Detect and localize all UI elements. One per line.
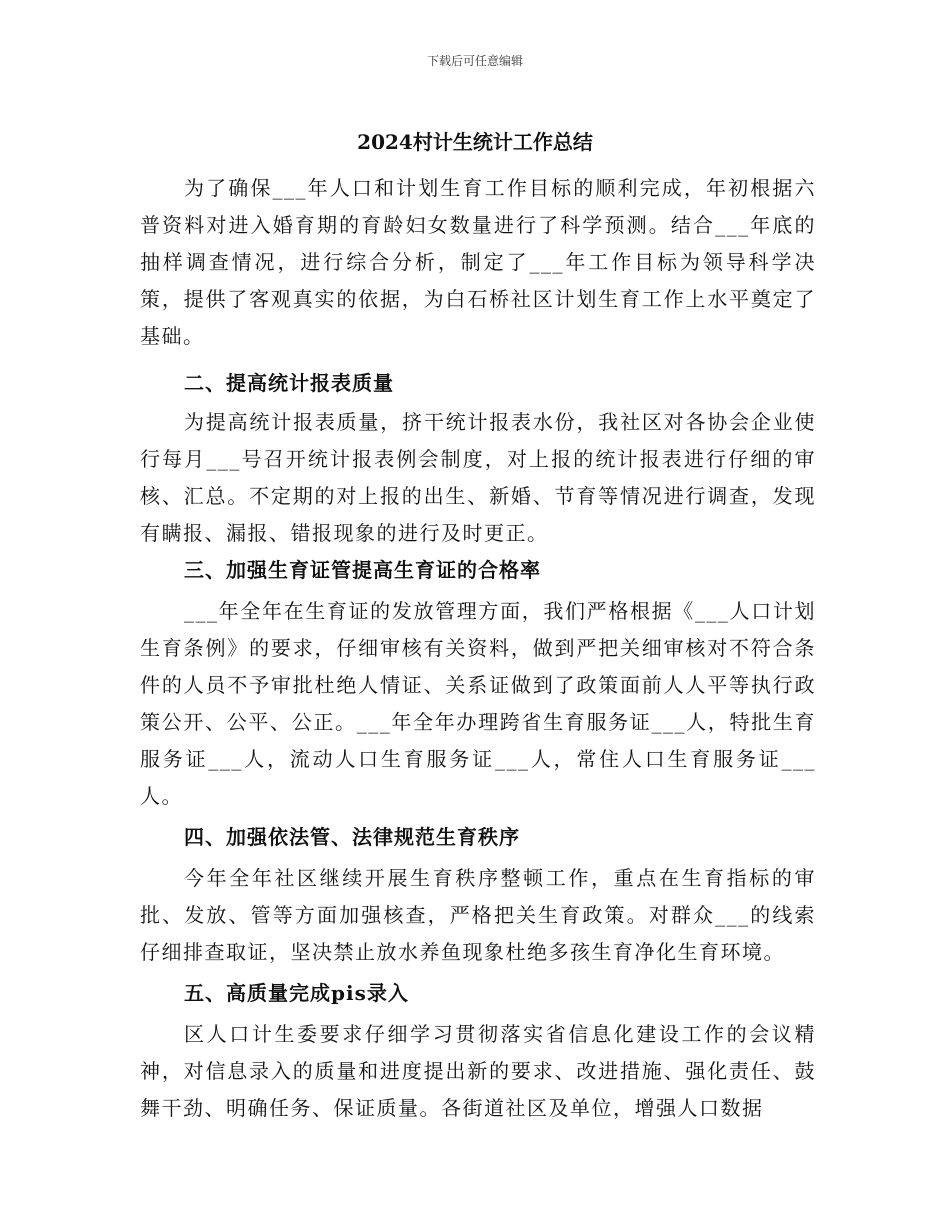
section-3-paragraph: ___年全年在生育证的发放管理方面，我们严格根据《___人口计划生育条例》的要求，仔细审核有关资料，做到严把关细审核对不符合条件的人员不予审批杜绝人情证、关系证做到了政策面前人人平等执行政策公开、公平、公正。___年全年办理跨省生育服务证___人，特批生育服务证___人，流动人口生育服务证___人，常住人口生育服务证___人。 (140, 599, 816, 808)
section-2-paragraph: 为提高统计报表质量，挤干统计报表水份，我社区对各协会企业使行每月___号召开统计报表例会制度，对上报的统计报表进行仔细的审核、汇总。不定期的对上报的出生、新婚、节育等情况进行调查，发现有瞒报、漏报、错报现象的进行及时更正。 (140, 410, 816, 545)
intro-paragraph: 为了确保___年人口和计划生育工作目标的顺利完成，年初根据六普资料对进入婚育期的育龄妇女数量进行了科学预测。结合___年底的抽样调查情况，进行综合分析，制定了___年工作目标为领导科学决策，提供了客观真实的依据，为白石桥社区计划生育工作上水平奠定了基础。 (140, 176, 816, 348)
document-body (140, 170, 816, 1127)
page-header-note: 下载后可任意编辑 (426, 54, 523, 68)
section-5-heading: 五、高质量完成pis录入 (184, 981, 409, 1005)
document-title: 2024村计生统计工作总结 (357, 130, 593, 154)
section-2-heading: 二、提高统计报表质量 (184, 371, 394, 395)
section-4-paragraph: 今年全年社区继续开展生育秩序整顿工作，重点在生育指标的审批、发放、管等方面加强核查，严格把关生育政策。对群众___的线索仔细排查取证，坚决禁止放水养鱼现象杜绝多孩生育净化生育环境。 (140, 866, 816, 964)
section-4-heading: 四、加强依法管、法律规范生育秩序 (184, 825, 520, 849)
section-5-paragraph: 区人口计生委要求仔细学习贯彻落实省信息化建设工作的会议精神，对信息录入的质量和进度提出新的要求、改进措施、强化责任、鼓舞干劲、明确任务、保证质量。各街道社区及单位，增强人口数据 (140, 1022, 816, 1120)
section-3-heading: 三、加强生育证管提高生育证的合格率 (184, 558, 541, 582)
